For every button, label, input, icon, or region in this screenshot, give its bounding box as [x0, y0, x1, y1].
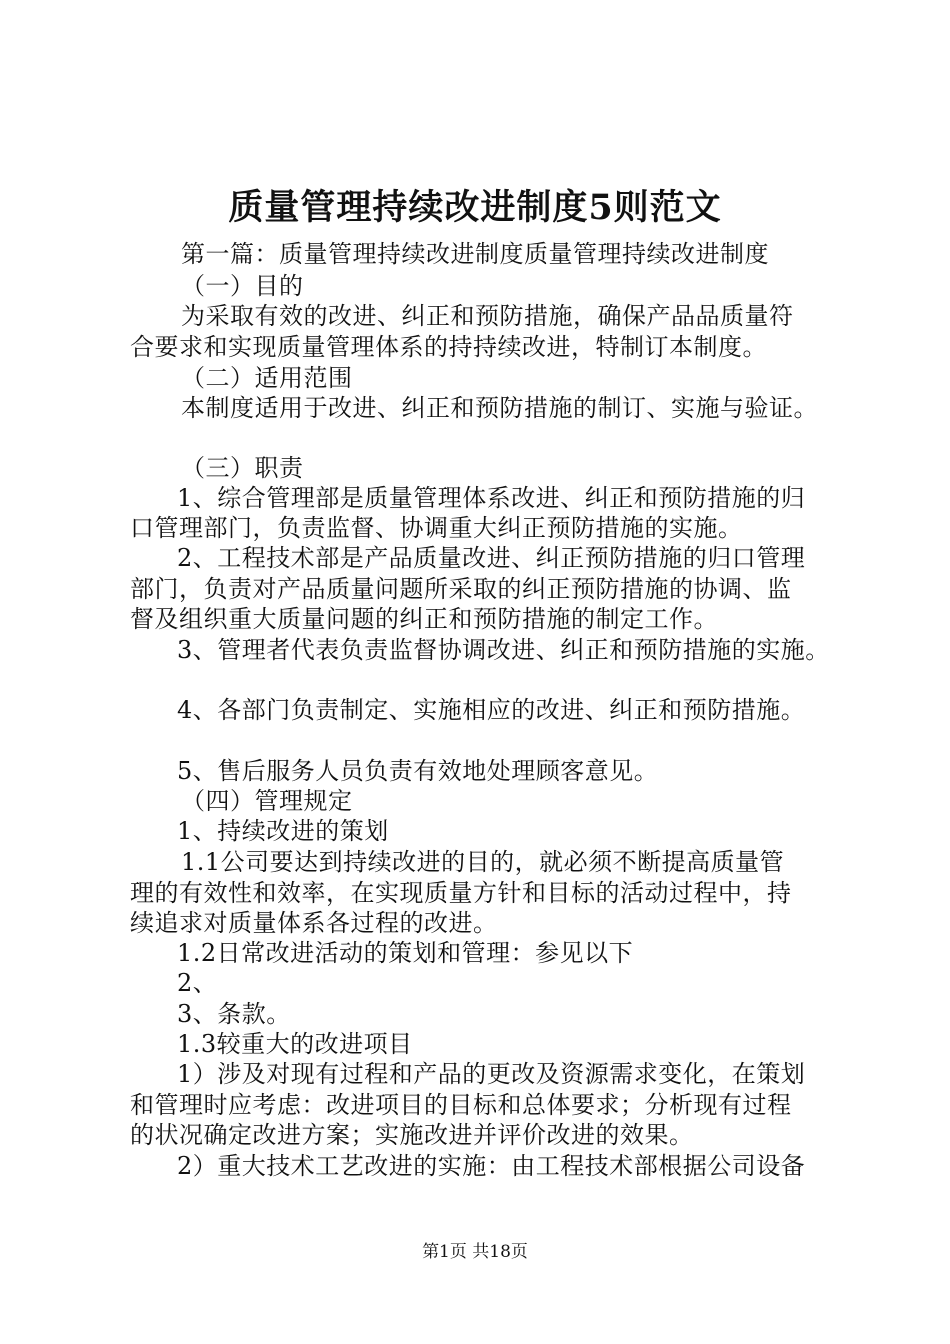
text-line-1: 第一篇：质量管理持续改进制度质量管理持续改进制度 — [181, 240, 769, 268]
text-line-26: 和管理时应考虑：改进项目的目标和总体要求；分析现有过程 — [130, 1091, 792, 1119]
text-line-7: （三）职责 — [181, 454, 304, 482]
text-line-28: 2）重大技术工艺改进的实施：由工程技术部根据公司设备 — [177, 1152, 806, 1180]
text-line-17: 1、持续改进的策划 — [177, 817, 389, 845]
text-line-20: 续追求对质量体系各过程的改进。 — [130, 909, 498, 937]
text-line-19: 理的有效性和效率，在实现质量方针和目标的活动过程中，持 — [130, 879, 792, 907]
text-line-11: 部门，负责对产品质量问题所采取的纠正预防措施的协调、监 — [130, 575, 792, 603]
text-line-23: 3、条款。 — [177, 1000, 291, 1028]
text-line-25: 1）涉及对现有过程和产品的更改及资源需求变化，在策划 — [177, 1060, 806, 1088]
page-footer: 第1页 共18页 — [422, 1242, 528, 1262]
text-line-15: 5、售后服务人员负责有效地处理顾客意见。 — [177, 757, 659, 785]
text-line-27: 的状况确定改进方案；实施改进并评价改进的效果。 — [130, 1121, 694, 1149]
text-line-10: 2、工程技术部是产品质量改进、纠正预防措施的归口管理 — [177, 544, 806, 572]
text-line-21: 1.2日常改进活动的策划和管理：参见以下 — [177, 939, 634, 967]
text-line-22: 2、 — [177, 969, 218, 997]
text-line-5: （二）适用范围 — [181, 364, 353, 392]
text-line-12: 督及组织重大质量问题的纠正和预防措施的制定工作。 — [130, 605, 718, 633]
text-line-2: （一）目的 — [181, 272, 304, 300]
text-line-14: 4、各部门负责制定、实施相应的改进、纠正和预防措施。 — [177, 696, 806, 724]
text-line-16: （四）管理规定 — [181, 787, 353, 815]
text-line-6: 本制度适用于改进、纠正和预防措施的制订、实施与验证。 — [181, 394, 818, 422]
text-line-4: 合要求和实现质量管理体系的持持续改进，特制订本制度。 — [130, 333, 767, 361]
document-title: 质量管理持续改进制度5则范文 — [228, 187, 722, 228]
text-line-13: 3、管理者代表负责监督协调改进、纠正和预防措施的实施。 — [177, 636, 830, 664]
text-line-3: 为采取有效的改进、纠正和预防措施，确保产品品质量符 — [181, 302, 794, 330]
text-line-9: 口管理部门，负责监督、协调重大纠正预防措施的实施。 — [130, 514, 743, 542]
text-line-8: 1、综合管理部是质量管理体系改进、纠正和预防措施的归 — [177, 484, 806, 512]
text-line-18: 1.1公司要达到持续改进的目的，就必须不断提高质量管 — [181, 848, 785, 876]
text-line-24: 1.3较重大的改进项目 — [177, 1030, 413, 1058]
